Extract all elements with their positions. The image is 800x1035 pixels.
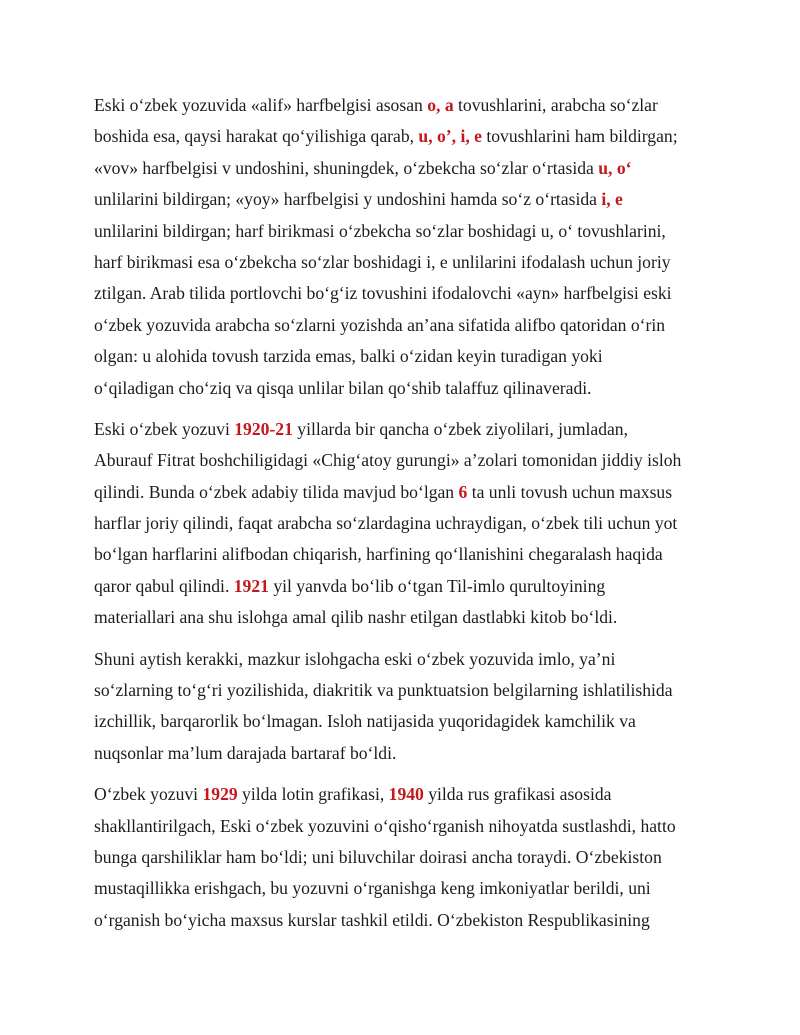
highlighted-term: i, e <box>601 189 623 210</box>
text-segment: o‘rganish bo‘yicha maxsus kurslar tashkil etildi. O‘zbekiston Respublikasining <box>94 909 650 930</box>
text-segment: yilda rus grafikasi asosida <box>423 784 612 805</box>
text-line <box>94 90 714 121</box>
text-segment: harflar joriy qilindi, faqat arabcha so‘zlardagina uchraydigan, o‘zbek tili uchun yot <box>94 513 678 534</box>
text-segment: Eski o‘zbek yozuvi <box>94 418 235 439</box>
paragraph-orthography <box>94 644 714 770</box>
text-segment: yil yanvda bo‘lib o‘tgan Til-imlo qurultoyining <box>268 575 606 596</box>
text-line <box>94 602 714 633</box>
text-segment: unlilarini bildirgan; «yoy» harfbelgisi y undoshini hamda so‘z o‘rtasida <box>94 189 602 210</box>
text-segment: bo‘lgan harflarini alifbodan chiqarish, harfining qo‘llanishini chegaralash haqida <box>94 544 663 565</box>
paragraph-1920-reform <box>94 414 714 634</box>
text-line <box>94 539 714 570</box>
text-line <box>94 477 714 508</box>
text-segment: shakllantirilgach, Eski o‘zbek yozuvini o‘qisho‘rganish nihoyatda sustlashdi, hatto <box>94 815 676 836</box>
document-page <box>94 90 714 946</box>
highlighted-term: u, o‘ <box>598 157 632 178</box>
text-line <box>94 121 714 152</box>
text-line <box>94 247 714 278</box>
text-line <box>94 216 714 247</box>
text-segment: qilindi. Bunda o‘zbek adabiy tilida mavjud bo‘lgan <box>94 481 459 502</box>
highlighted-term: 6 <box>458 481 468 502</box>
text-line <box>94 508 714 539</box>
text-line <box>94 414 714 445</box>
text-line <box>94 779 714 810</box>
text-line <box>94 373 714 404</box>
text-segment: olgan: u alohida tovush tarzida emas, balki o‘zidan keyin turadigan yoki <box>94 346 603 367</box>
text-line <box>94 873 714 904</box>
text-segment: bunga qarshiliklar ham bo‘ldi; uni biluvchilar doirasi ancha toraydi. O‘zbekiston <box>94 846 662 867</box>
text-line <box>94 153 714 184</box>
text-segment: materiallari ana shu islohga amal qilib nashr etilgan dastlabki kitob bo‘ldi. <box>94 607 618 628</box>
paragraph-latin-cyrillic <box>94 779 714 936</box>
text-line <box>94 675 714 706</box>
highlighted-term: 1920-21 <box>234 418 293 439</box>
text-segment: «vov» harfbelgisi v undoshini, shuningdek, o‘zbekcha so‘zlar o‘rtasida <box>94 157 599 178</box>
text-line <box>94 184 714 215</box>
text-segment: Aburauf Fitrat boshchiligidagi «Chig‘atoy gurungi» a’zolari tomonidan jiddiy isloh <box>94 450 682 471</box>
text-segment: harf birikmasi esa o‘zbekcha so‘zlar boshidagi i, e unlilarini ifodalash uchun joriy <box>94 251 671 272</box>
text-segment: yilda lotin grafikasi, <box>237 784 389 805</box>
text-segment: tovushlarini, arabcha so‘zlar <box>453 95 658 115</box>
text-segment: o‘zbek yozuvida arabcha so‘zlarni yozishda an’ana sifatida alifbo qatoridan o‘rin <box>94 314 666 335</box>
text-segment: o‘qiladigan cho‘ziq va qisqa unlilar bilan qo‘shib talaffuz qilinaveradi. <box>94 377 592 398</box>
text-segment: nuqsonlar ma’lum darajada bartaraf bo‘ldi. <box>94 742 397 763</box>
highlighted-term: 1940 <box>388 784 424 805</box>
text-line <box>94 341 714 372</box>
text-line <box>94 811 714 842</box>
text-segment: Shuni aytish kerakki, mazkur islohgacha eski o‘zbek yozuvida imlo, ya’ni <box>94 648 616 669</box>
text-segment: ta unli tovush uchun maxsus <box>467 481 673 502</box>
text-line <box>94 644 714 675</box>
text-segment: yillarda bir qancha o‘zbek ziyolilari, jumladan, <box>292 418 629 439</box>
highlighted-term: 1921 <box>233 575 269 596</box>
text-segment: Eski o‘zbek yozuvida «alif» harfbelgisi asosan <box>94 95 428 115</box>
text-segment: tovushlarini ham bildirgan; <box>481 126 678 147</box>
text-segment: ztilgan. Arab tilida portlovchi bo‘g‘iz tovushini ifodalovchi «ayn» harfbelgisi eski <box>94 283 672 304</box>
text-segment: qaror qabul qilindi. <box>94 575 234 596</box>
text-line <box>94 445 714 476</box>
text-line <box>94 905 714 936</box>
highlighted-term: o, a <box>427 95 454 115</box>
text-line <box>94 310 714 341</box>
text-segment: izchillik, barqarorlik bo‘lmagan. Isloh natijasida yuqoridagidek kamchilik va <box>94 711 636 732</box>
text-line <box>94 842 714 873</box>
text-segment: boshida esa, qaysi harakat qo‘yilishiga qarab, <box>94 126 419 147</box>
text-line <box>94 738 714 769</box>
text-segment: O‘zbek yozuvi <box>94 784 203 805</box>
paragraph-alif-letters <box>94 90 714 404</box>
highlighted-term: 1929 <box>202 784 238 805</box>
text-line <box>94 571 714 602</box>
text-line <box>94 278 714 309</box>
text-line <box>94 706 714 737</box>
highlighted-term: u, o’, i, e <box>418 126 482 147</box>
text-segment: unlilarini bildirgan; harf birikmasi o‘zbekcha so‘zlar boshidagi u, o‘ tovushlarini, <box>94 220 666 241</box>
text-segment: mustaqillikka erishgach, bu yozuvni o‘rganishga keng imkoniyatlar berildi, uni <box>94 878 651 899</box>
text-segment: so‘zlarning to‘g‘ri yozilishida, diakritik va punktuatsion belgilarning ishlatilishida <box>94 680 673 701</box>
